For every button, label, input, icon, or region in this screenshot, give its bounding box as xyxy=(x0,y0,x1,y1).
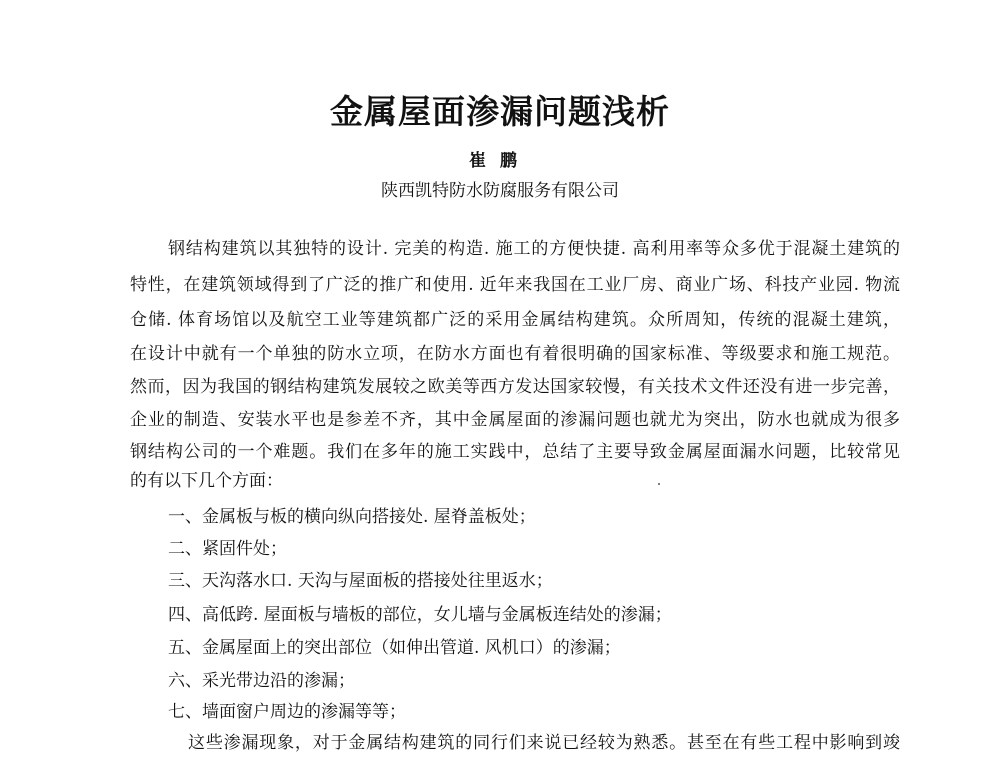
body-line: 钢结构建筑以其独特的设计. 完美的构造. 施工的方便快捷. 高利用率等众多优于混凝土建筑的 xyxy=(168,239,900,259)
list-item: 七、墙面窗户周边的渗漏等等； xyxy=(168,702,406,722)
body-line: 这些渗漏现象，对于金属结构建筑的同行们来说已经较为熟悉。甚至在有些工程中影响到竣 xyxy=(188,733,900,753)
body-line: 在设计中就有一个单独的防水立项，在防水方面也有着很明确的国家标准、等级要求和施工规范。 xyxy=(130,344,900,364)
list-item: 一、金属板与板的横向纵向搭接处. 屋脊盖板处； xyxy=(168,507,536,527)
list-item: 六、采光带边沿的渗漏； xyxy=(168,671,355,691)
scan-speck xyxy=(658,483,660,485)
author-affiliation: 陕西凯特防水防腐服务有限公司 xyxy=(381,181,619,201)
body-line: 特性，在建筑领域得到了广泛的推广和使用. 近年来我国在工业厂房、商业广场、科技产业园. 物流 xyxy=(130,275,900,295)
body-line: 钢结构公司的一个难题。我们在多年的施工实践中，总结了主要导致金属屋面漏水问题，比较常见 xyxy=(130,442,900,462)
body-line: 然而，因为我国的钢结构建筑发展较之欧美等西方发达国家较慢，有关技术文件还没有进一步完善， xyxy=(130,377,900,397)
list-item: 三、天沟落水口. 天沟与屋面板的搭接处往里返水； xyxy=(168,571,553,591)
body-line: 仓储. 体育场馆以及航空工业等建筑都广泛的采用金属结构建筑。众所周知，传统的混凝土建筑， xyxy=(130,310,900,330)
paper-title: 金属屋面渗漏问题浅析 xyxy=(330,92,670,131)
author-name: 崔鹏 xyxy=(469,151,531,171)
list-item: 四、高低跨. 屋面板与墙板的部位，女儿墙与金属板连结处的渗漏； xyxy=(168,605,672,625)
list-item: 二、紧固件处； xyxy=(168,539,287,559)
body-line: 的有以下几个方面： xyxy=(130,471,283,491)
body-line: 企业的制造、安装水平也是参差不齐，其中金属屋面的渗漏问题也就尤为突出，防水也就成为很多 xyxy=(130,410,900,430)
list-item: 五、金属屋面上的突出部位（如伸出管道. 风机口）的渗漏； xyxy=(168,638,621,658)
